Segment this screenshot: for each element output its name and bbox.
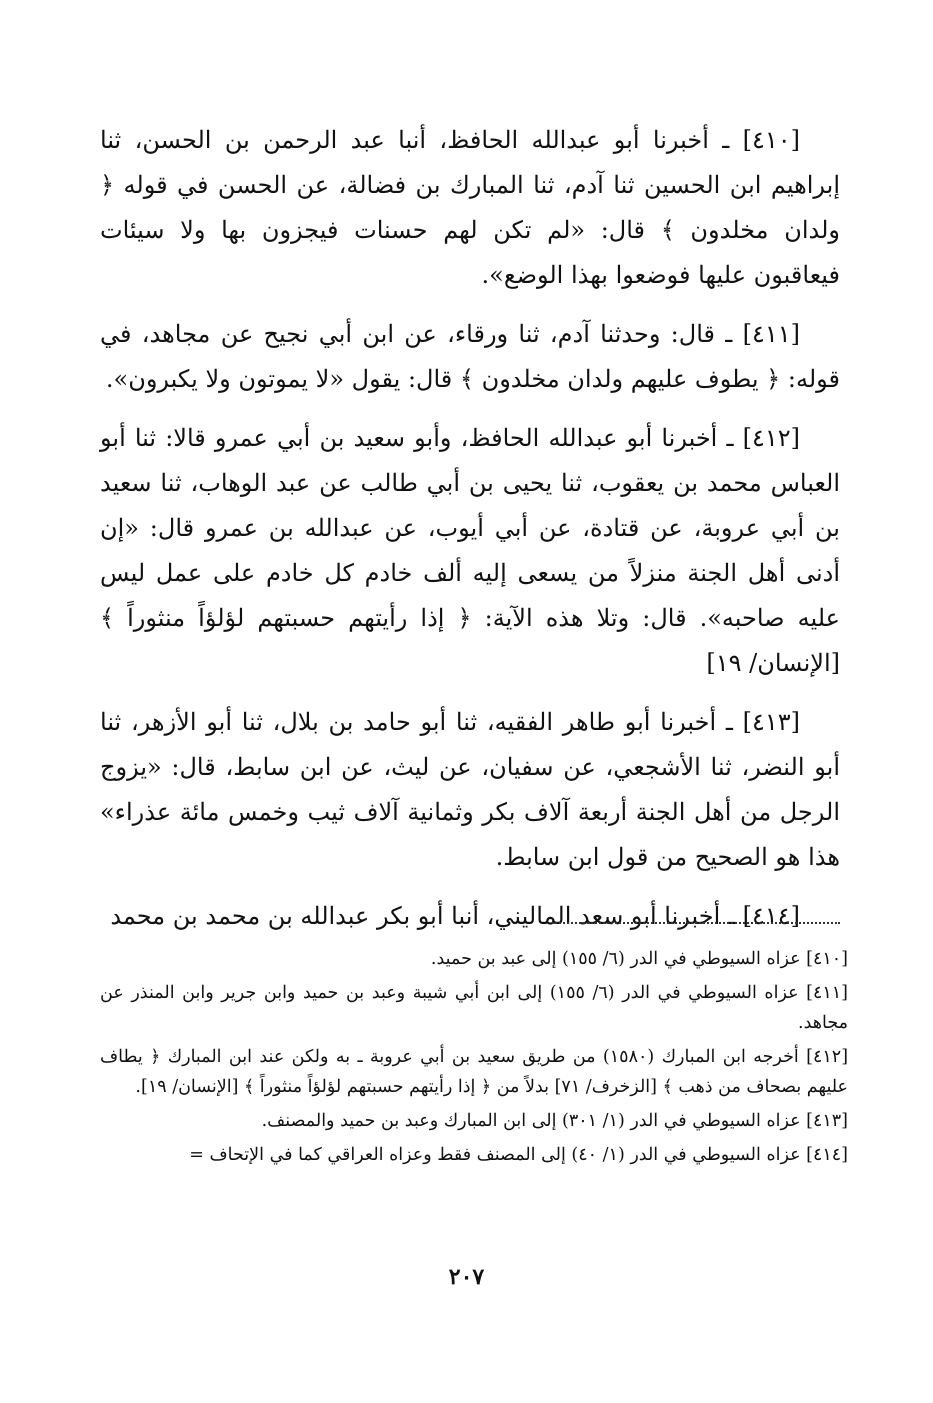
footnote-413: [٤١٣] عزاه السيوطي في الدر (١/ ٣٠١) إلى ابن المبارك وعبد بن حميد والمصنف. [261, 1111, 848, 1131]
paragraph-410: [٤١٠] ـ أخبرنا أبو عبدالله الحافظ، أنبا عبد الرحمن بن الحسن، ثنا إبراهيم ابن الحسين ثنا آدم، ثنا المبارك بن فضالة، عن الحسن في قوله ﴿ ولدان مخلدون ﴾ قال: «لم تكن لهم حسنات فيجزون بها ولا سيئات فيعاقبون عليها فوضعوا بهذا الوضع». [100, 126, 840, 289]
footnote-410: [٤١٠] عزاه السيوطي في الدر (٦/ ١٥٥) إلى عبد بن حميد. [430, 949, 848, 969]
paragraph-412: [٤١٢] ـ أخبرنا أبو عبدالله الحافظ، وأبو سعيد بن أبي عمرو قالا: ثنا أبو العباس محمد بن يعقوب، ثنا يحيى بن أبي طالب عن عبد الوهاب، ثنا سعيد بن أبي عروبة، عن قتادة، عن أبي أيوب، عن عبدالله بن عمرو قال: «إن أدنى أهل الجنة منزلاً من يسعى إليه ألف خادم كل خادم على عمل ليس عليه صاحبه». قال: وتلا هذه الآية: ﴿ إذا رأيتهم حسبتهم لؤلؤاً منثوراً ﴾ [الإنسان/ ١٩] [100, 424, 840, 677]
page-number: ٢٠٧ [448, 1264, 485, 1290]
paragraph-414: [٤١٤] ـ أخبرنا أبو سعد الماليني، أنبا أبو بكر عبدالله بن محمد بن محمد [110, 902, 800, 930]
footnote-414: [٤١٤] عزاه السيوطي في الدر (١/ ٤٠) إلى المصنف فقط وعزاه العراقي كما في الإتحاف = [189, 1145, 848, 1165]
footnote-411: [٤١١] عزاه السيوطي في الدر (٦/ ١٥٥) إلى ابن أبي شيبة وعبد بن حميد وابن جرير وابن المنذر عن مجاهد. [100, 983, 848, 1033]
paragraph-411: [٤١١] ـ قال: وحدثنا آدم، ثنا ورقاء، عن ابن أبي نجيح عن مجاهد، في قوله: ﴿ يطوف عليهم ولدان مخلدون ﴾ قال: يقول «لا يموتون ولا يكبرون». [100, 320, 840, 393]
main-text [100, 118, 840, 953]
paragraph-413: [٤١٣] ـ أخبرنا أبو طاهر الفقيه، ثنا أبو حامد بن بلال، ثنا أبو الأزهر، ثنا أبو النضر، ثنا الأشجعي، عن سفيان، عن ليث، عن ابن سابط، قال: «يزوج الرجل من أهل الجنة أربعة آلاف بكر وثمانية آلاف ثيب وخمس مائة عذراء» هذا هو الصحيح من قول ابن سابط. [100, 708, 840, 871]
footnote-divider [552, 922, 840, 924]
footnote-412: [٤١٢] أخرجه ابن المبارك (١٥٨٠) من طريق سعيد بن أبي عروبة ـ به ولكن عند ابن المبارك ﴿ يطاف عليهم بصحاف من ذهب ﴾ [الزخرف/ ٧١] بدلاً من ﴿ إذا رأيتهم حسبتهم لؤلؤاً منثوراً ﴾ [الإنسان/ ١٩]. [100, 1047, 849, 1097]
footnotes [100, 944, 848, 1174]
